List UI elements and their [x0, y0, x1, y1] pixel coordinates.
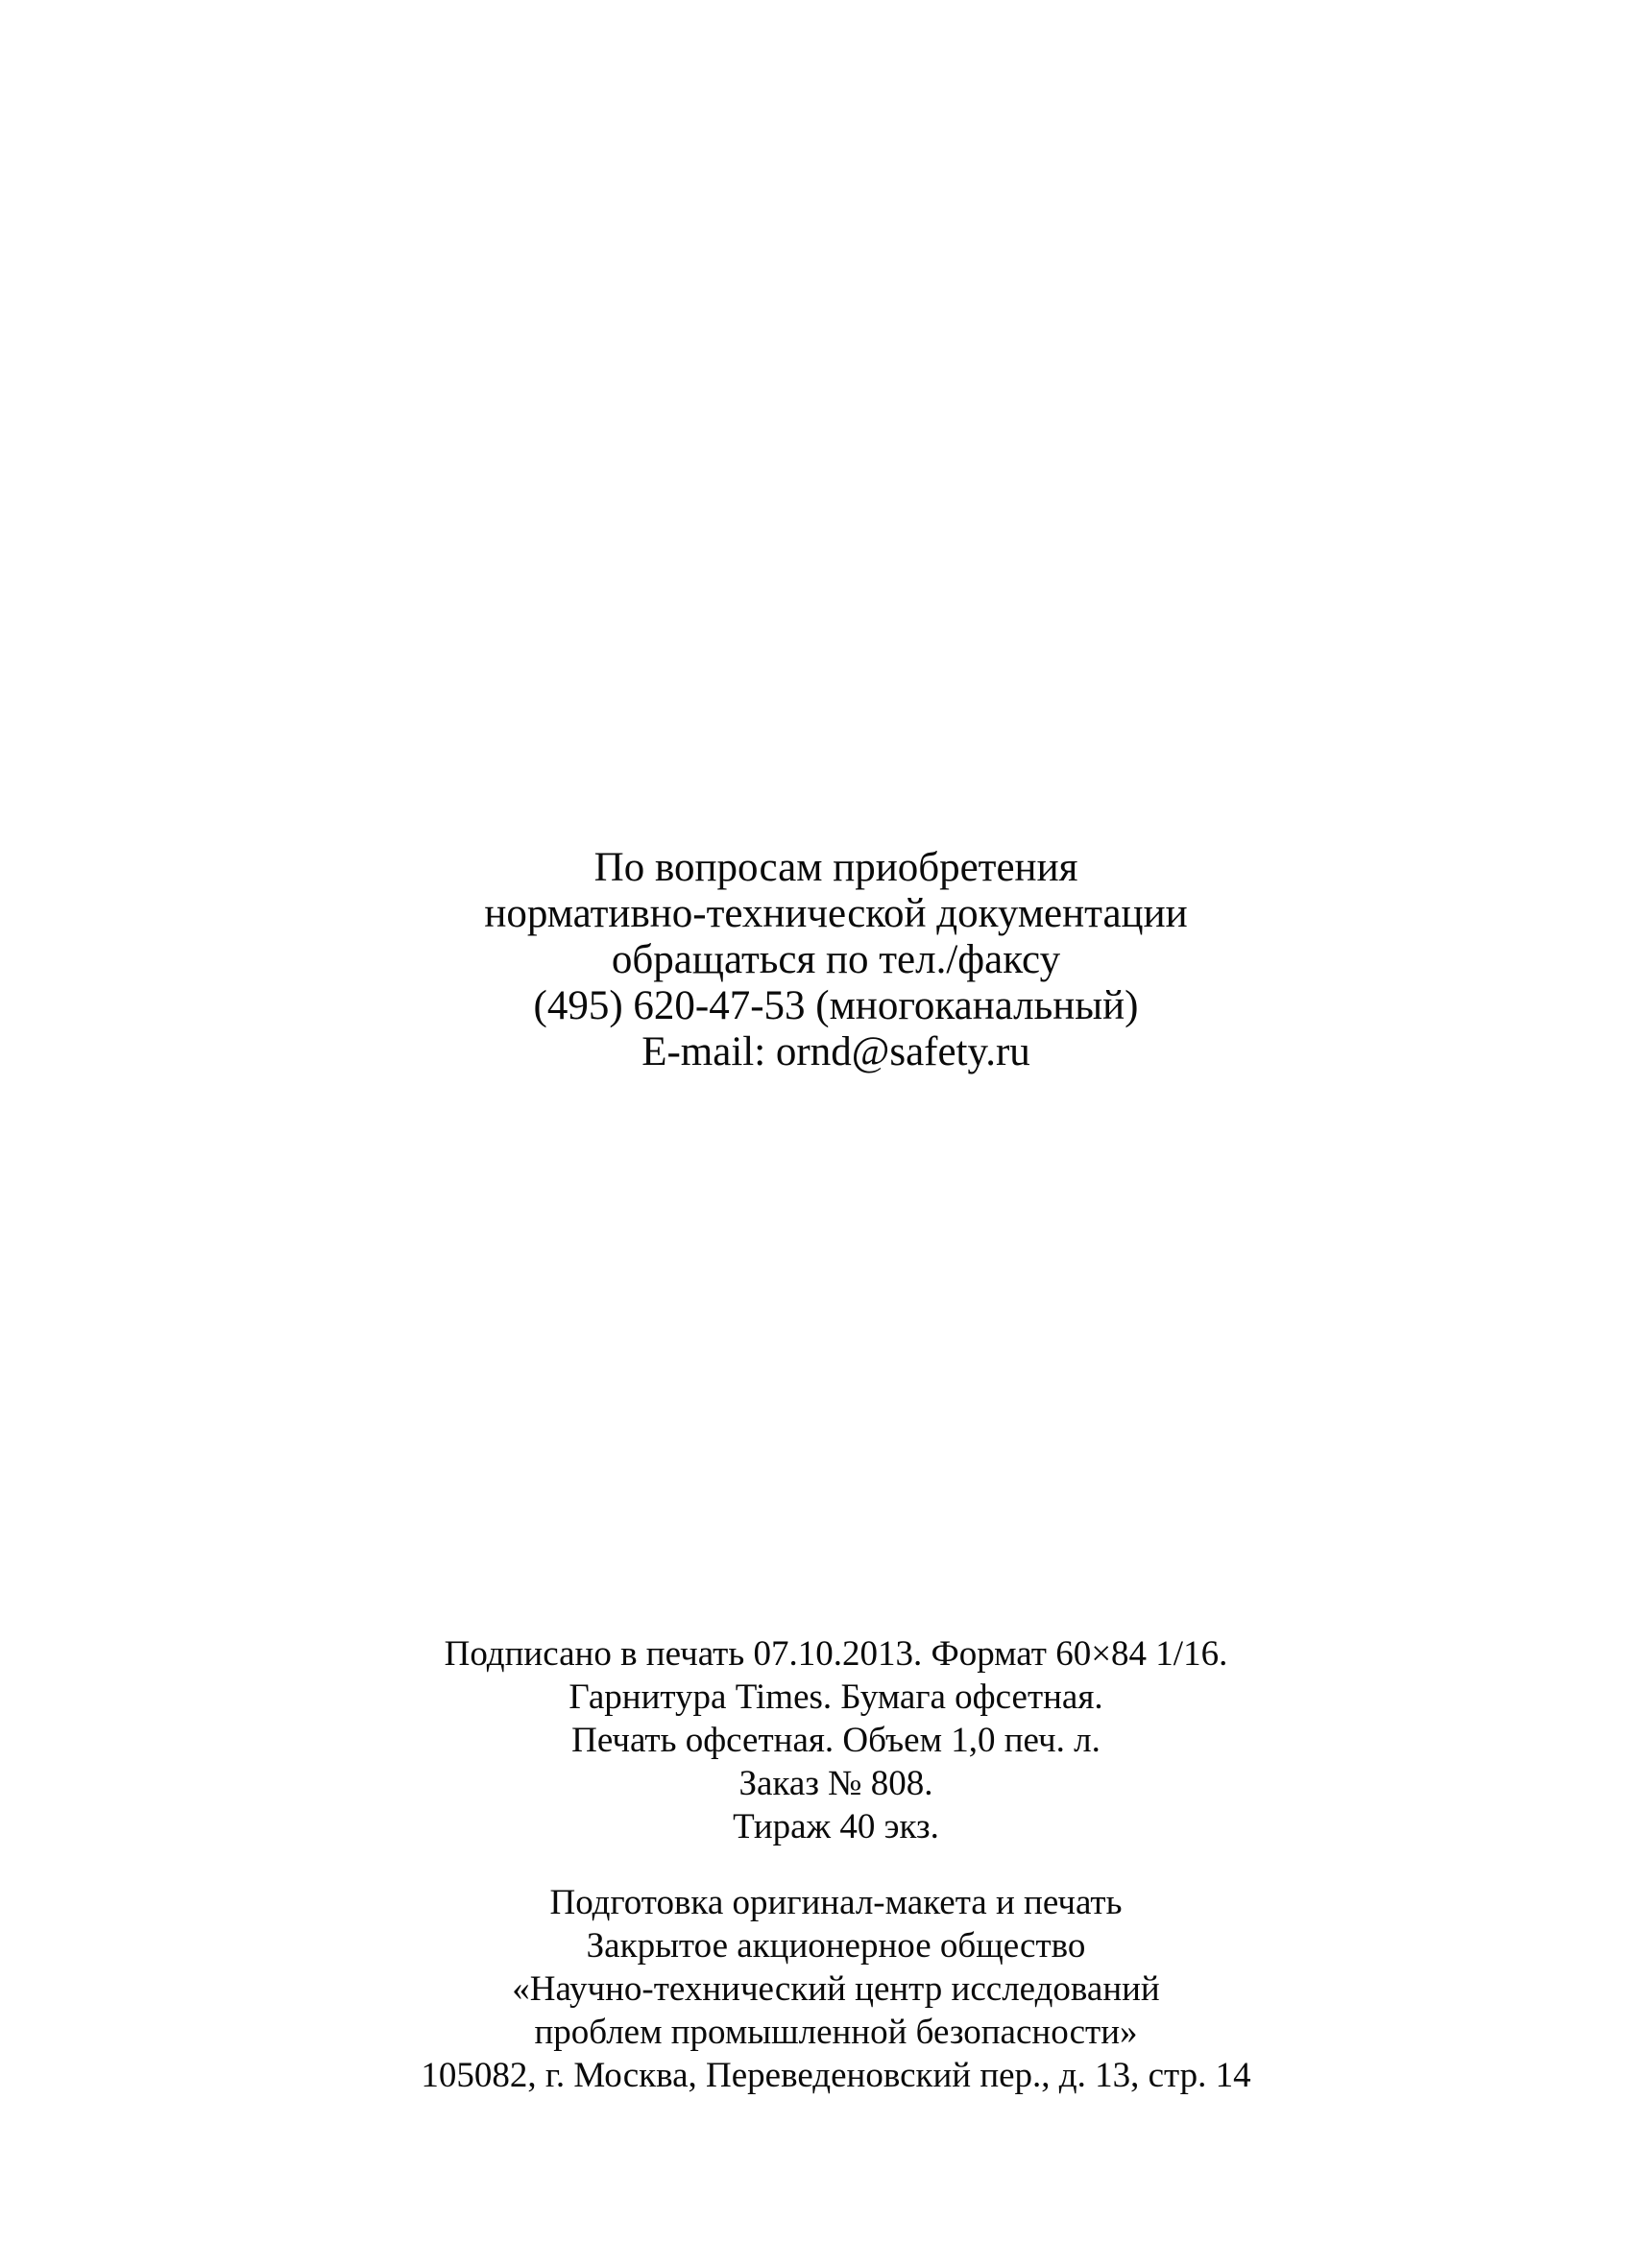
contact-line: нормативно-технической документации: [484, 891, 1188, 936]
contact-line: обращаться по тел./факсу: [611, 937, 1061, 982]
contact-phone-line: (495) 620-47-53 (многоканальный): [533, 983, 1139, 1028]
publisher-line: Закрытое акционерное общество: [586, 1926, 1086, 1966]
contact-line: По вопросам приобретения: [593, 845, 1078, 890]
publisher-name-line: проблем промышленной безопасности»: [534, 2013, 1138, 2052]
publisher-name-line: «Научно-технический центр исследований: [512, 1969, 1160, 2009]
imprint-circulation-line: Тираж 40 экз.: [733, 1807, 939, 1846]
publisher-info-block: [13, 1881, 1645, 2097]
imprint-line: Печать офсетная. Объем 1,0 печ. л.: [571, 1721, 1101, 1760]
publisher-address-line: 105082, г. Москва, Переведеновский пер., д. 13, стр. 14: [421, 2056, 1251, 2095]
imprint-order-line: Заказ № 808.: [738, 1764, 933, 1803]
publisher-line: Подготовка оригинал-макета и печать: [549, 1883, 1123, 1922]
contact-email-line: E-mail: ornd@safety.ru: [641, 1029, 1030, 1074]
imprint-line: Гарнитура Times. Бумага офсетная.: [568, 1677, 1103, 1717]
imprint-line: Подписано в печать 07.10.2013. Формат 60×84 1/16.: [444, 1634, 1228, 1674]
print-imprint-block: [13, 1632, 1645, 1848]
contact-info-block: [13, 845, 1645, 1075]
